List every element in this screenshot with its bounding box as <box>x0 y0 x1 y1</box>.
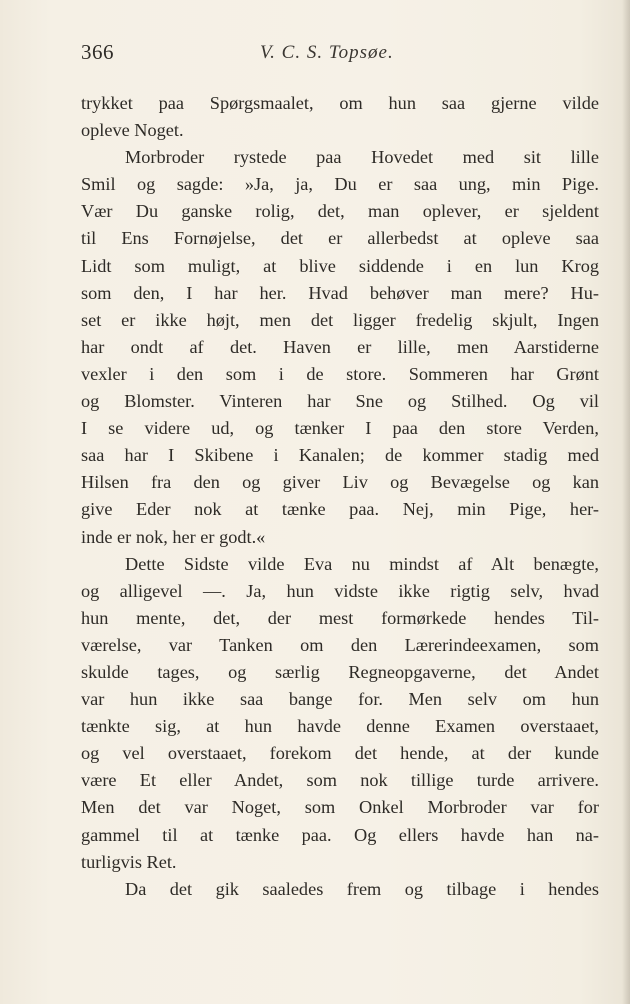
text-line: var hun ikke saa bange for. Men selv om hun <box>81 689 599 710</box>
page-edge-shadow <box>622 0 630 1004</box>
text-line: Dette Sidste vilde Eva nu mindst af Alt benægte, <box>125 553 599 574</box>
text-line: værelse, var Tanken om den Lærerindeexamen, som <box>81 634 599 655</box>
text-line: skulde tages, og særlig Regneopgaverne, det Andet <box>81 661 599 682</box>
text-line: Morbroder rystede paa Hovedet med sit lille <box>125 147 599 168</box>
text-line: Hilsen fra den og giver Liv og Bevægelse og kan <box>81 472 599 493</box>
text-line: gammel til at tænke paa. Og ellers havde han na- <box>81 824 599 845</box>
text-line: set er ikke højt, men det ligger fredelig skjult, Ingen <box>81 309 599 330</box>
text-line: opleve Noget. <box>81 120 184 141</box>
text-line: Vær Du ganske rolig, det, man oplever, er sjeldent <box>81 201 599 222</box>
text-line: I se videre ud, og tænker I paa den store Verden, <box>81 418 599 439</box>
text-line: turligvis Ret. <box>81 851 177 872</box>
text-line: hun mente, det, der mest formørkede hendes Til- <box>81 607 599 628</box>
text-line: vexler i den som i de store. Sommeren har Grønt <box>81 363 599 384</box>
page-number: 366 <box>81 40 114 64</box>
text-line: inde er nok, her er godt.« <box>81 526 266 547</box>
text-line: og Blomster. Vinteren har Sne og Stilhed. Og vil <box>81 391 599 412</box>
body-text <box>81 90 599 903</box>
text-line: være Et eller Andet, som nok tillige turde arrivere. <box>81 770 599 791</box>
text-line: Da det gik saaledes frem og tilbage i hendes <box>125 878 599 899</box>
text-line: saa har I Skibene i Kanalen; de kommer stadig med <box>81 445 599 466</box>
text-line: Smil og sagde: »Ja, ja, Du er saa ung, min Pige. <box>81 174 599 195</box>
text-line: give Eder nok at tænke paa. Nej, min Pige, her- <box>81 499 599 520</box>
text-line: tænkte sig, at hun havde denne Examen overstaaet, <box>81 716 599 737</box>
running-head: V. C. S. Topsøe. <box>260 42 394 63</box>
text-line: har ondt af det. Haven er lille, men Aarstiderne <box>81 336 599 357</box>
page-header <box>81 40 601 68</box>
text-line: som den, I har her. Hvad behøver man mere? Hu- <box>81 282 599 303</box>
text-line: Men det var Noget, som Onkel Morbroder var for <box>81 797 599 818</box>
text-line: Lidt som muligt, at blive siddende i en lun Krog <box>81 255 599 276</box>
text-line: og vel overstaaet, forekom det hende, at der kunde <box>81 743 599 764</box>
text-line: trykket paa Spørgsmaalet, om hun saa gjerne vilde <box>81 93 599 113</box>
text-line: til Ens Fornøjelse, det er allerbedst at opleve saa <box>81 228 599 249</box>
text-line: og alligevel —. Ja, hun vidste ikke rigtig selv, hvad <box>81 580 599 601</box>
